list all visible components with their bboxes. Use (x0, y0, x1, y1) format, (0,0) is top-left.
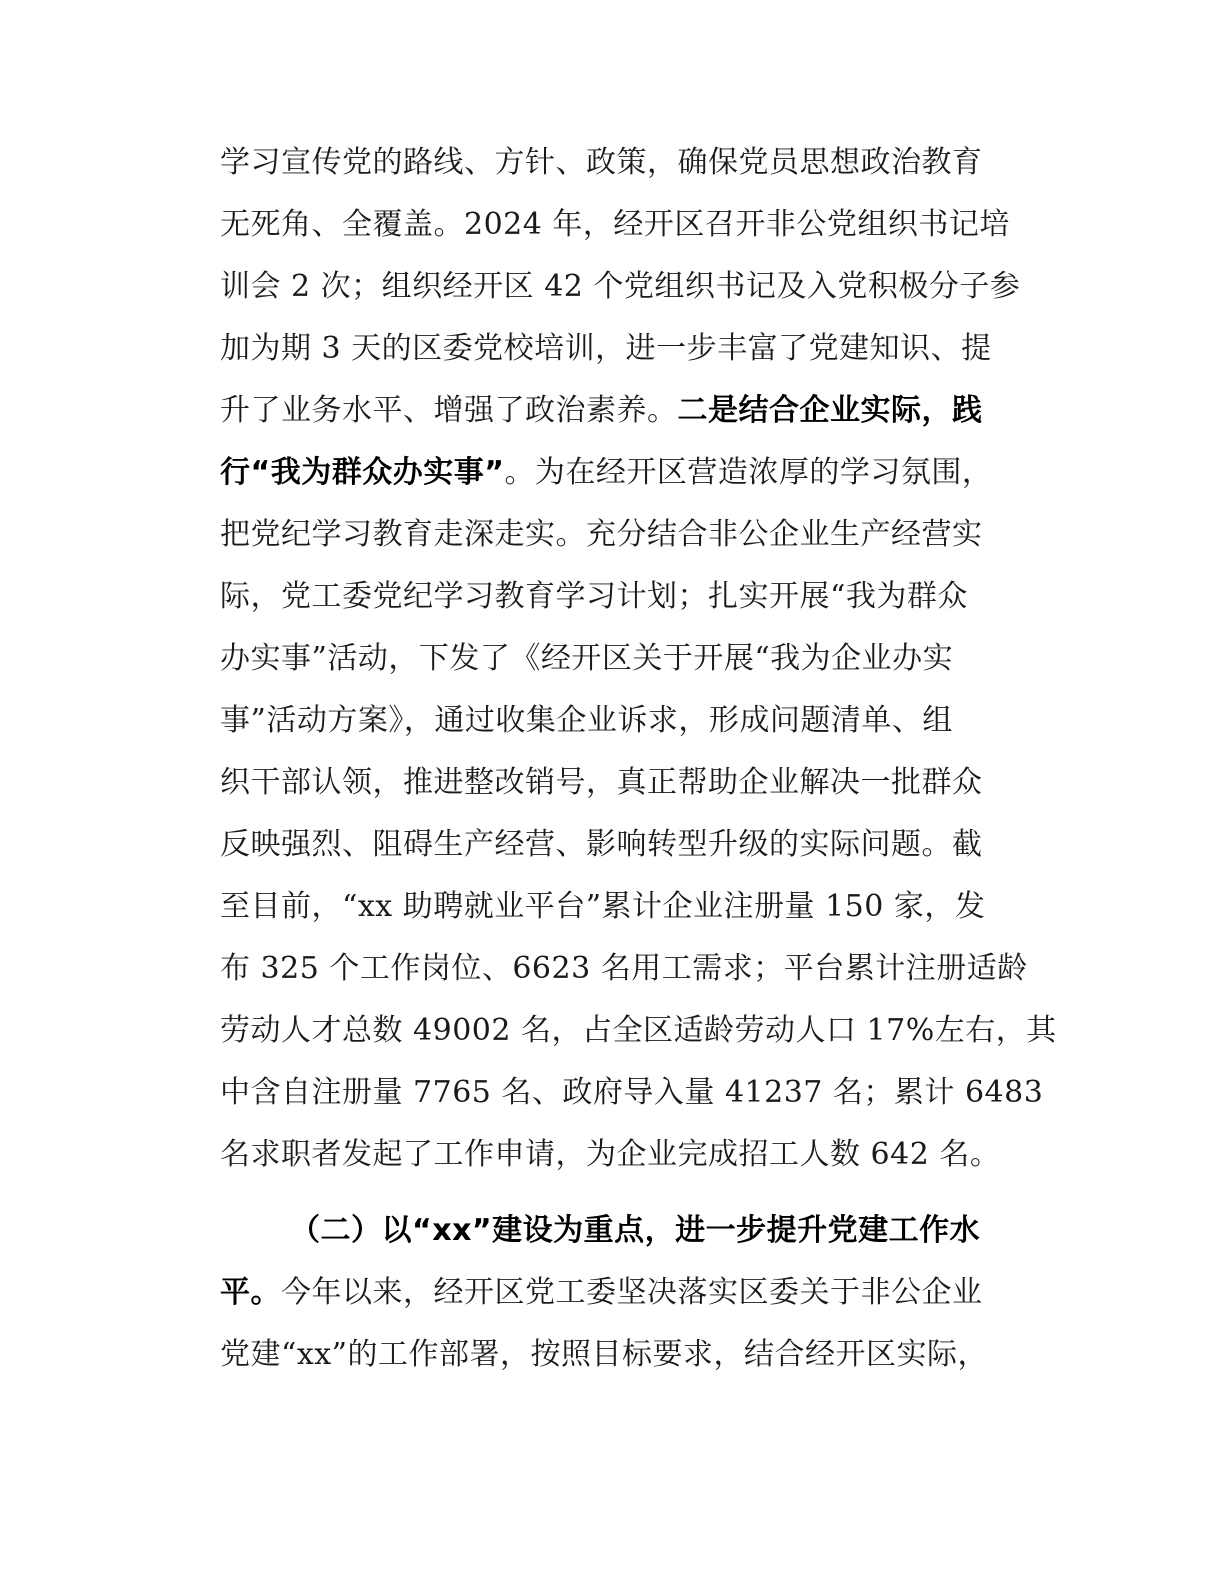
body-text-line: 名求职者发起了工作申请，为企业完成招工人数 642 名。 (220, 1137, 1001, 1172)
body-text-line (220, 391, 983, 431)
section-heading-tail: 平。 (220, 1275, 281, 1310)
body-text-line: 办实事”活动，下发了《经开区关于开展“我为企业办实 (220, 641, 954, 676)
body-text-line: 训会 2 次；组织经开区 42 个党组织书记及入党积极分子参 (220, 269, 1021, 304)
body-text-line: 至目前，“xx 助聘就业平台”累计企业注册量 150 家，发 (220, 889, 986, 924)
section-heading: （二）以“xx”建设为重点，进一步提升党建工作水 (290, 1213, 981, 1248)
body-text-line (220, 453, 992, 493)
body-text-line: 党建“xx”的工作部署，按照目标要求，结合经开区实际， (220, 1337, 989, 1372)
body-text-segment: 升了业务水平、增强了政治素养。 (220, 393, 678, 428)
body-text-line: 把党纪学习教育走深走实。充分结合非公企业生产经营实 (220, 517, 983, 552)
body-text-line: 织干部认领，推进整改销号，真正帮助企业解决一批群众 (220, 765, 983, 800)
body-text-line: 际，党工委党纪学习教育学习计划；扎实开展“我为群众 (220, 579, 968, 614)
bold-point-heading: 二是结合企业实际，践 (677, 393, 983, 428)
body-text-line (220, 1273, 983, 1313)
body-text-line: 学习宣传党的路线、方针、政策，确保党员思想政治教育 (220, 145, 983, 180)
body-text-line: 中含自注册量 7765 名、政府导入量 41237 名；累计 6483 (220, 1075, 1044, 1110)
body-text-line: 无死角、全覆盖。2024 年，经开区召开非公党组织书记培 (220, 207, 1010, 242)
body-text-line: 事”活动方案》，通过收集企业诉求，形成问题清单、组 (220, 703, 953, 738)
body-text-segment: 。为在经开区营造浓厚的学习氛围， (504, 455, 993, 490)
body-text-line: 劳动人才总数 49002 名，占全区适龄劳动人口 17%左右，其 (220, 1013, 1057, 1048)
body-text-segment: 今年以来，经开区党工委坚决落实区委关于非公企业 (281, 1275, 983, 1310)
body-text-line: 反映强烈、阻碍生产经营、影响转型升级的实际问题。截 (220, 827, 983, 862)
bold-point-heading: 行“我为群众办实事” (220, 455, 505, 490)
body-text-line: 加为期 3 天的区委党校培训，进一步丰富了党建知识、提 (220, 331, 992, 366)
body-text-line: 布 325 个工作岗位、6623 名用工需求；平台累计注册适龄 (220, 951, 1028, 986)
